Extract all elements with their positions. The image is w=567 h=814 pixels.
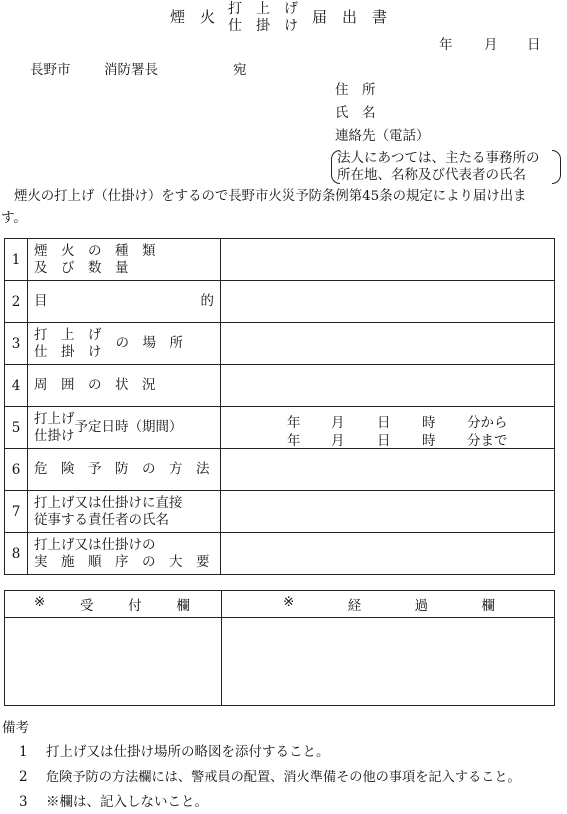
- progress-header: [222, 591, 555, 618]
- row-value-surroundings[interactable]: [221, 365, 555, 407]
- schedule-hour: 時: [422, 432, 436, 449]
- row-label-procedure: [28, 533, 221, 575]
- row-number: 6: [5, 449, 28, 491]
- label-rest: の 場 所: [115, 335, 183, 351]
- remark-text: 危険予防の方法欄には、警戒員の配置、消火準備その他の事項を記入すること。: [46, 770, 521, 785]
- title-stack: [228, 1, 298, 35]
- reception-char-1: 受: [80, 598, 94, 614]
- schedule-month: 月: [331, 414, 345, 431]
- table-row: [5, 491, 555, 533]
- remark-text: ※欄は、記入しないこと。: [46, 794, 208, 810]
- intro-line-2: す。: [1, 210, 27, 226]
- remark-number: 3: [19, 794, 28, 810]
- remark-number: 2: [19, 769, 28, 785]
- table-row: [5, 533, 555, 575]
- row-number: 3: [5, 323, 28, 365]
- row-label-purpose: [28, 281, 221, 323]
- row-number: 8: [5, 533, 28, 575]
- row-number: 7: [5, 491, 28, 533]
- row-label-responsible-person: [28, 491, 221, 533]
- progress-char-1: 経: [347, 598, 362, 614]
- label-text: 危 険 予 防 の 方 法: [34, 461, 210, 477]
- addressee-city: 長野市: [30, 62, 71, 78]
- applicant-note: [331, 150, 561, 184]
- applicant-contact-label: 連絡先（電話）: [335, 128, 430, 144]
- applicant-name-label: 氏 名: [335, 105, 376, 121]
- label-left: 目: [34, 293, 48, 309]
- row-value-location[interactable]: [221, 323, 555, 365]
- row-value-hazard-prevention[interactable]: [221, 449, 555, 491]
- table-row: [5, 323, 555, 365]
- label-stack-bottom: 仕 掛 け: [34, 343, 102, 360]
- table-row: [5, 407, 555, 449]
- progress-area: [222, 618, 555, 706]
- schedule-minute-until: 分まで: [467, 432, 508, 449]
- row-value-responsible-person[interactable]: [221, 491, 555, 533]
- row-number: 1: [5, 239, 28, 281]
- row-label-surroundings: [28, 365, 221, 407]
- label-rest: 予定日時（期間）: [74, 419, 183, 435]
- label-text: 煙 火 の 種 類: [34, 242, 156, 259]
- office-use-table: [4, 590, 555, 706]
- schedule-year: 年: [287, 414, 301, 431]
- addressee-suffix: 宛: [233, 62, 247, 78]
- label-line-2: [34, 260, 214, 277]
- table-row: [5, 365, 555, 407]
- progress-char-3: 欄: [481, 598, 495, 614]
- table-row: [5, 449, 555, 491]
- reception-mark: ※: [34, 594, 46, 610]
- title-last: 届 出 書: [312, 8, 388, 26]
- schedule-values: [221, 410, 554, 449]
- label-stack-top: 打 上 げ: [34, 326, 102, 343]
- schedule-month: 月: [331, 432, 345, 449]
- application-table: [4, 238, 555, 575]
- title-stack-bottom: 仕 掛 け: [228, 18, 298, 34]
- intro-line-1: 煙火の打上げ（仕掛け）をするので長野市火災予防条例第45条の規定により届け出ま: [14, 189, 527, 204]
- row-number: 4: [5, 365, 28, 407]
- reception-char-2: 付: [128, 598, 142, 614]
- label-line-1: [34, 243, 214, 260]
- reception-header: [5, 591, 222, 618]
- schedule-hour: 時: [422, 414, 436, 431]
- reception-char-3: 欄: [176, 598, 190, 614]
- label-line-2: 実 施 順 序 の 大 要: [34, 553, 210, 570]
- row-label-hazard-prevention: [28, 449, 221, 491]
- label-line-1: 打上げ又は仕掛けに直接: [34, 494, 183, 511]
- remark-text: 打上げ又は仕掛け場所の略図を添付すること。: [46, 744, 330, 760]
- row-value-procedure[interactable]: [221, 533, 555, 575]
- date-month: 月: [484, 37, 498, 53]
- label-line-1: 打上げ又は仕掛けの: [34, 536, 156, 553]
- label-stack: [34, 327, 102, 361]
- schedule-day: 日: [377, 414, 391, 431]
- label-stack-bottom: 仕掛け: [34, 427, 75, 444]
- label-text: 周 囲 の 状 況: [34, 377, 156, 393]
- applicant-address-label: 住 所: [335, 82, 376, 98]
- title-stack-top: 打 上 げ: [228, 1, 298, 17]
- office-use-body-row: [5, 618, 555, 706]
- office-use-header-row: [5, 591, 555, 618]
- title-first: 煙 火: [170, 8, 216, 26]
- addressee-chief: 消防署長: [104, 62, 158, 78]
- row-value-purpose[interactable]: [221, 281, 555, 323]
- row-label-location: [28, 323, 221, 365]
- note-line-1: 法人にあつては、主たる事務所の: [337, 150, 540, 166]
- row-label-fireworks-type: [28, 239, 221, 281]
- progress-mark: ※: [283, 594, 295, 610]
- table-row: [5, 239, 555, 281]
- note-text: [337, 150, 540, 184]
- label-stack: [34, 411, 75, 445]
- label-right: 的: [200, 293, 214, 309]
- label-line-2: 従事する責任者の氏名: [34, 511, 169, 528]
- note-close-paren: [552, 150, 561, 184]
- row-value-fireworks-type[interactable]: [221, 239, 555, 281]
- schedule-year: 年: [287, 432, 301, 449]
- reception-area: [5, 618, 222, 706]
- table-row: [5, 281, 555, 323]
- schedule-minute-from: 分から: [467, 414, 508, 431]
- date-year: 年: [439, 37, 453, 53]
- remarks-heading: 備考: [2, 720, 29, 736]
- remark-number: 1: [19, 744, 28, 760]
- row-label-schedule: [28, 407, 221, 449]
- schedule-day: 日: [377, 432, 391, 449]
- note-line-2: 所在地、名称及び代表者の氏名: [337, 167, 526, 183]
- progress-char-2: 過: [414, 598, 429, 614]
- row-number: 5: [5, 407, 28, 449]
- label-stack-top: 打上げ: [34, 410, 75, 427]
- row-value-schedule[interactable]: [221, 407, 555, 449]
- label-text: 及 び 数 量: [34, 259, 129, 276]
- date-day: 日: [527, 37, 541, 53]
- row-number: 2: [5, 281, 28, 323]
